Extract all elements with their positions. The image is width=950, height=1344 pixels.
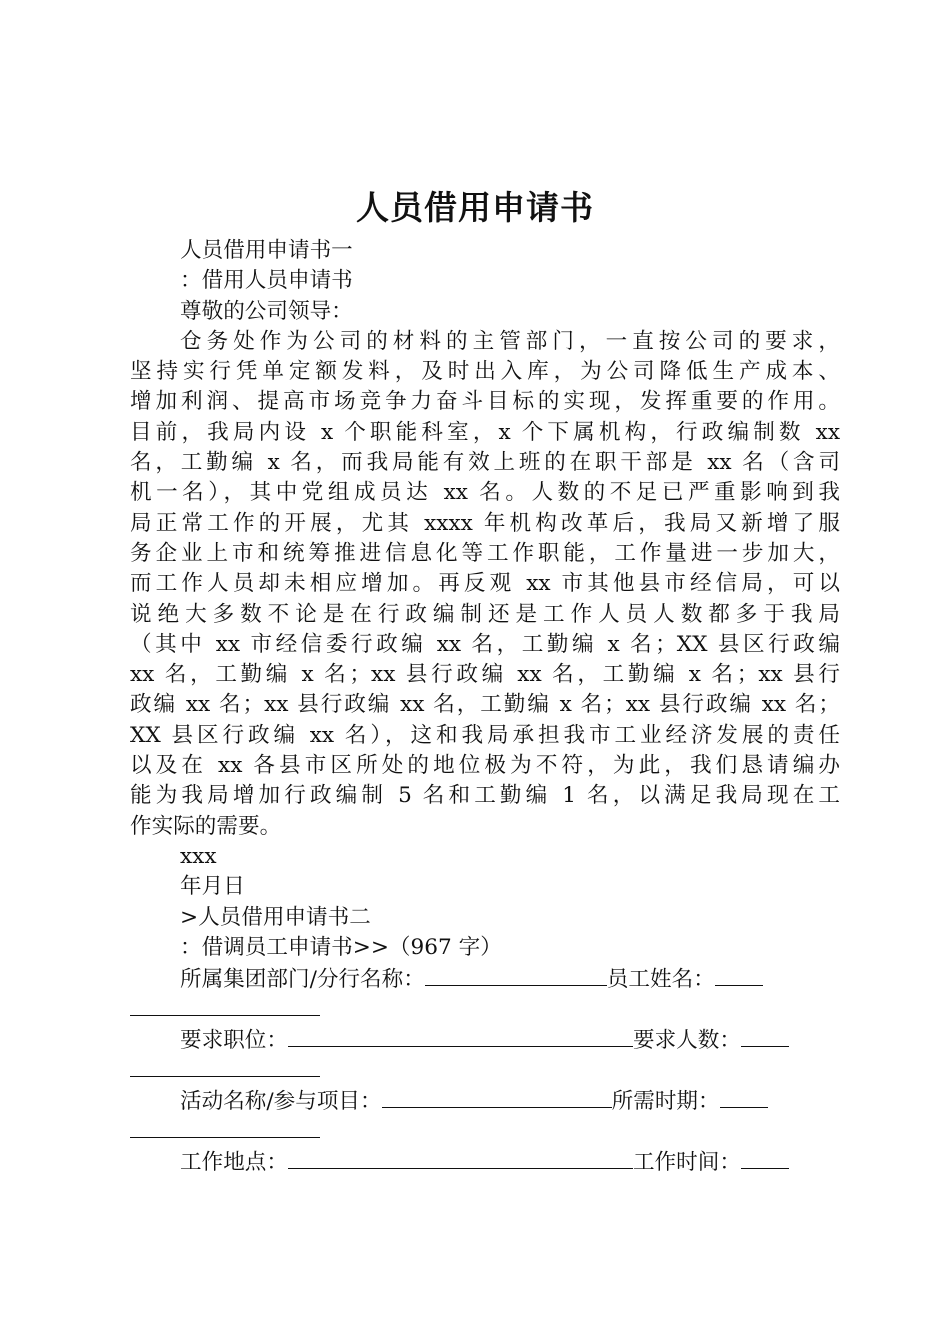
body-paragraph: [130, 327, 840, 842]
period-label: 所需时期：: [611, 1089, 720, 1115]
body-line: 政编 xx 名；xx 县行政编 xx 名，工勤编 x 名；xx 县行政编 xx 名；: [130, 692, 840, 718]
body-line: 增加利润、提高市场竞争力奋斗目标的实现，发挥重要的作用。: [130, 389, 840, 415]
form-row-location: [130, 1146, 840, 1207]
form-row-department: [130, 963, 840, 1024]
salutation: 尊敬的公司领导：: [180, 298, 353, 324]
date-line: 年月日: [180, 874, 245, 900]
document-body: [130, 236, 840, 1207]
body-line: 务企业上市和统筹推进信息化等工作职能，工作量进一步加大，: [130, 540, 840, 566]
dept-blank: [425, 963, 607, 986]
section-heading-1: 人员借用申请书一: [180, 238, 353, 263]
body-line: xx 名，工勤编 x 名；xx 县行政编 xx 名，工勤编 x 名；xx 县行: [130, 662, 840, 688]
employee-name-blank: [715, 963, 763, 986]
body-line: （其中 xx 市经信委行政编 xx 名，工勤编 x 名；XX 县区行政编: [130, 631, 840, 657]
period-blank-continued: [130, 1137, 320, 1138]
activity-blank: [382, 1085, 612, 1108]
location-blank: [288, 1146, 633, 1169]
section-subheading-1: ：借用人员申请书: [180, 268, 353, 294]
body-line: XX 县区行政编 xx 名），这和我局承担我市工业经济发展的责任: [130, 722, 840, 748]
position-label: 要求职位：: [180, 1028, 288, 1054]
employee-name-blank-continued: [130, 1015, 320, 1016]
body-line: 仓务处作为公司的材料的主管部门，一直按公司的要求，: [180, 328, 840, 354]
form-row-position: [130, 1024, 840, 1085]
body-line: 机一名），其中党组成员达 xx 名。人数的不足已严重影响到我: [130, 480, 840, 506]
period-blank: [720, 1085, 768, 1108]
body-line: 能为我局增加行政编制 5 名和工勤编 1 名，以满足我局现在工: [130, 783, 840, 809]
section-heading-2: >人员借用申请书二: [180, 904, 371, 930]
position-blank: [288, 1024, 633, 1047]
signature: xxx: [180, 843, 217, 869]
body-line: 坚持实行凭单定额发料，及时出入库，为公司降低生产成本、: [130, 359, 840, 385]
body-line: 作实际的需要。: [130, 813, 282, 839]
work-time-label: 工作时间：: [632, 1150, 741, 1176]
form-row-activity: [130, 1085, 840, 1146]
body-line: 说绝大多数不论是在行政编制还是工作人员人数都多于我局: [130, 601, 840, 627]
headcount-blank-continued: [130, 1076, 320, 1077]
body-line: 目前，我局内设 x 个职能科室，x 个下属机构，行政编制数 xx: [130, 419, 840, 445]
employee-name-label: 员工姓名：: [606, 967, 715, 993]
work-time-blank: [741, 1146, 789, 1169]
activity-label: 活动名称/参与项目：: [180, 1089, 382, 1115]
headcount-blank: [741, 1024, 789, 1047]
section-subheading-2: ：借调员工申请书>>（967 字）: [180, 934, 502, 960]
headcount-label: 要求人数：: [632, 1028, 741, 1054]
dept-label: 所属集团部门/分行名称：: [180, 967, 425, 993]
location-label: 工作地点：: [180, 1150, 288, 1176]
body-line: 以及在 xx 各县市区所处的地位极为不符，为此，我们恳请编办: [130, 753, 840, 779]
body-line: 而工作人员却未相应增加。再反观 xx 市其他县市经信局，可以: [130, 571, 840, 597]
document-title: 人员借用申请书: [356, 188, 594, 227]
body-line: 局正常工作的开展，尤其 xxxx 年机构改革后，我局又新增了服: [130, 510, 840, 536]
body-line: 名，工勤编 x 名，而我局能有效上班的在职干部是 xx 名（含司: [130, 450, 840, 476]
